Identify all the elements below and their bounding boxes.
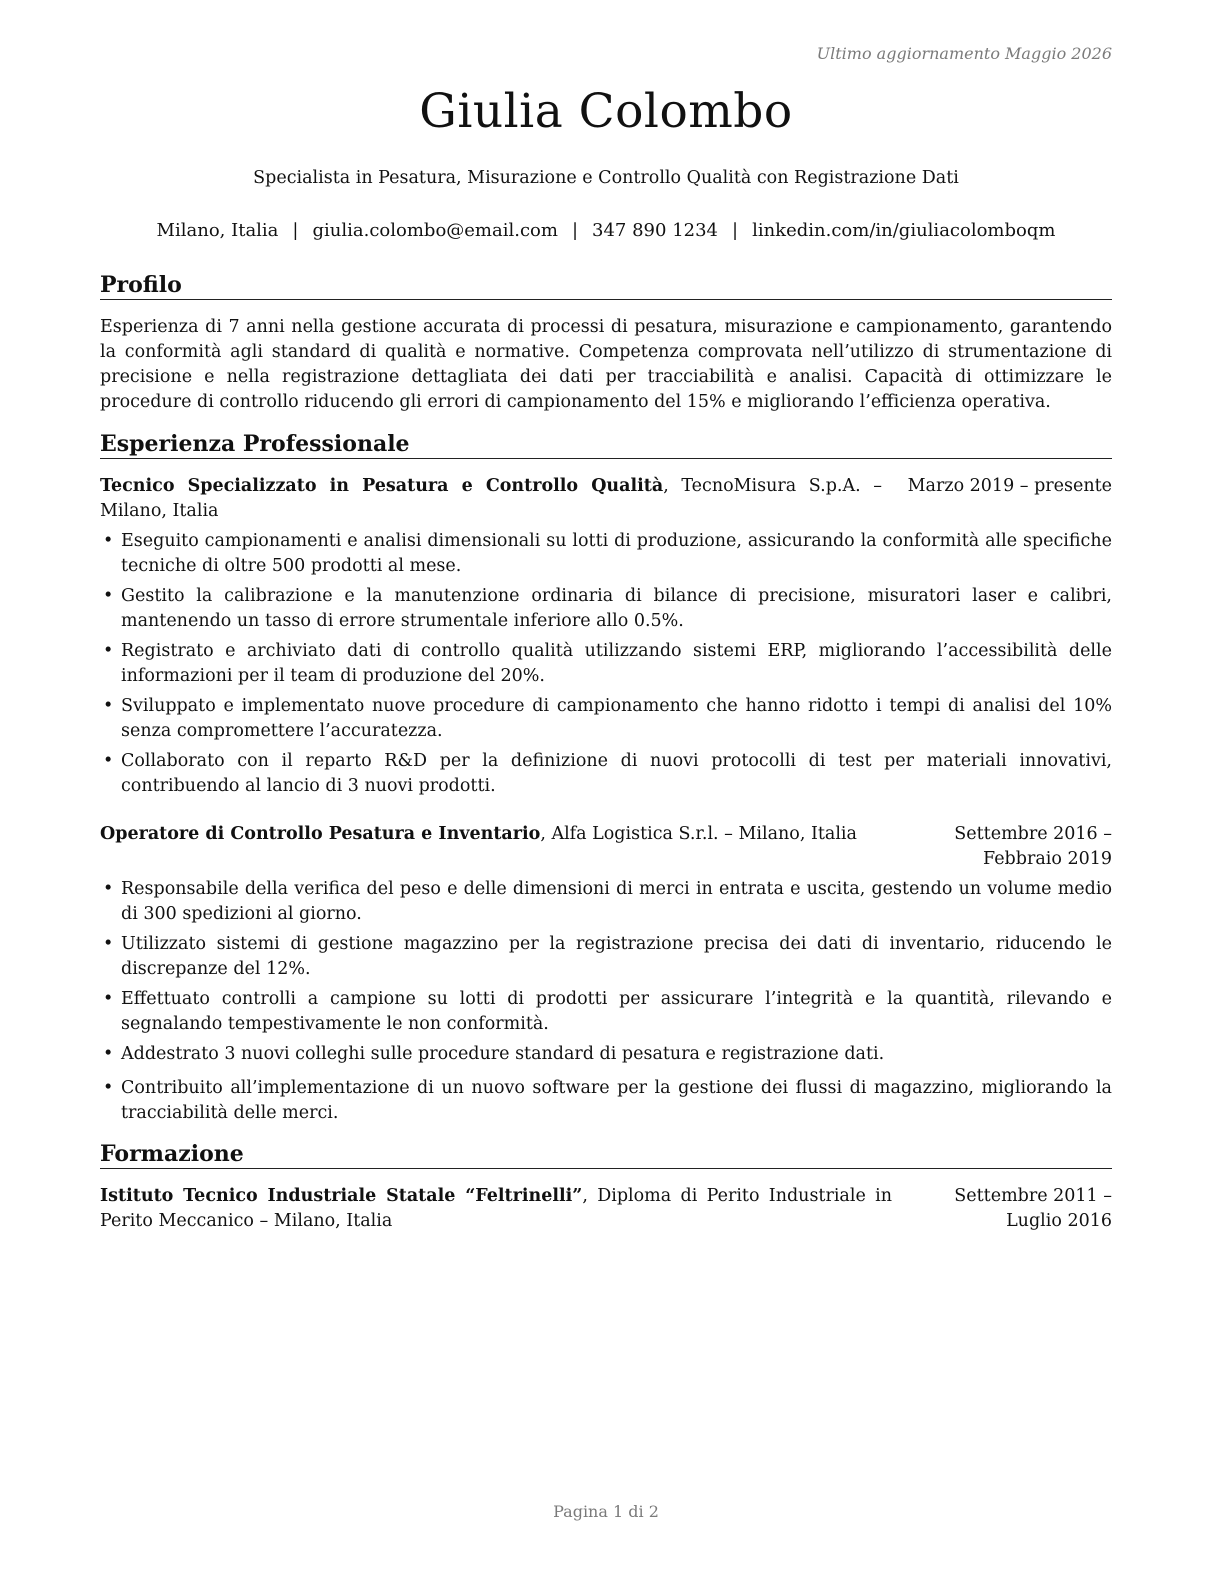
- section-title-profile: Profilo: [100, 272, 1112, 300]
- job-role-company: [100, 474, 882, 524]
- contact-email[interactable]: giulia.colombo@email.com: [312, 220, 558, 241]
- bullet-text: Gestito la calibrazione e la manutenzione ordinaria di bilance di precisione, misuratori laser e calibri, mantenendo un tasso di errore strumentale inferiore allo 0.5%.: [121, 586, 1112, 631]
- bullet-text: Utilizzato sistemi di gestione magazzino per la registrazione precisa dei dati di inventario, riducendo le discrepanze del 12%.: [121, 934, 1112, 979]
- bullet-text: Sviluppato e implementato nuove procedure di campionamento che hanno ridotto i tempi di analisi del 10% senza compromettere l’accuratezza.: [121, 696, 1112, 741]
- bullet-text: Addestrato 3 nuovi colleghi sulle procedure standard di pesatura e registrazione dati.: [121, 1044, 885, 1064]
- bullet-text: Responsabile della verifica del peso e delle dimensioni di merci in entrata e uscita, gestendo un volume medio di 300 spedizioni al giorno.: [121, 879, 1112, 924]
- list-item: [100, 877, 1112, 927]
- list-item: [100, 1042, 1112, 1067]
- contact-phone[interactable]: 347 890 1234: [592, 220, 718, 241]
- page-number: Pagina 1 di 2: [553, 1502, 659, 1521]
- contact-separator: |: [292, 220, 299, 241]
- list-item: [100, 694, 1112, 744]
- list-item: [100, 639, 1112, 689]
- list-item: [100, 584, 1112, 634]
- job-header: [100, 822, 1112, 869]
- job-header: [100, 474, 1112, 524]
- job-dates: Marzo 2019 – presente: [907, 476, 1112, 496]
- bullet-icon: •: [103, 934, 114, 954]
- list-item: [100, 932, 1112, 982]
- job-role-company: [100, 822, 860, 847]
- bullet-text: Registrato e archiviato dati di controllo qualità utilizzando sistemi ERP, migliorando l’accessibilità delle informazioni per il team di produzione del 20%.: [121, 641, 1112, 686]
- bullet-text: Contribuito all’implementazione di un nuovo software per la gestione dei flussi di magazzino, migliorando la tracciabilità delle merci.: [121, 1078, 1112, 1123]
- job-company: , Alfa Logistica S.r.l. – Milano, Italia: [540, 824, 857, 844]
- job-role: Operatore di Controllo Pesatura e Inventario: [100, 824, 541, 844]
- education-school-degree: [100, 1184, 892, 1234]
- education-dates: Settembre 2011 – Luglio 2016: [954, 1186, 1112, 1231]
- bullet-icon: •: [103, 641, 114, 661]
- candidate-name: Giulia Colombo: [419, 84, 793, 139]
- resume-page: [100, 0, 1112, 1584]
- section-title-experience: Esperienza Professionale: [100, 431, 1112, 459]
- contact-location: Milano, Italia: [156, 220, 279, 241]
- job-bullets: [100, 529, 1112, 804]
- list-item: [100, 749, 1112, 799]
- bullet-icon: •: [103, 1078, 114, 1098]
- bullet-text: Eseguito campionamenti e analisi dimensionali su lotti di produzione, assicurando la conformità alle specifiche tecniche di oltre 500 prodotti al mese.: [121, 531, 1112, 576]
- section-title-education: Formazione: [100, 1141, 1112, 1169]
- last-updated: Ultimo aggiornamento Maggio 2026: [816, 44, 1112, 63]
- contact-line: [100, 220, 1112, 241]
- contact-separator: |: [732, 220, 739, 241]
- job-dates: Settembre 2016 – Febbraio 2019: [954, 824, 1112, 869]
- contact-separator: |: [571, 220, 579, 241]
- candidate-headline: Specialista in Pesatura, Misurazione e Controllo Qualità con Registrazione Dati: [253, 168, 959, 188]
- bullet-text: Collaborato con il reparto R&D per la definizione di nuovi protocolli di test per materiali innovativi, contribuendo al lancio di 3 nuovi prodotti.: [121, 751, 1112, 796]
- list-item: [100, 987, 1112, 1037]
- job-company: , TecnoMisura S.p.A. – Milano, Italia: [100, 476, 882, 521]
- bullet-icon: •: [103, 696, 114, 716]
- bullet-icon: •: [103, 586, 114, 606]
- bullet-icon: •: [103, 879, 114, 899]
- education-degree: , Diploma di Perito Industriale in Perito Meccanico – Milano, Italia: [100, 1186, 892, 1231]
- education-school: Istituto Tecnico Industriale Statale “Feltrinelli”: [100, 1186, 583, 1206]
- list-item: [100, 529, 1112, 579]
- bullet-text: Effettuato controlli a campione su lotti di prodotti per assicurare l’integrità e la quantità, rilevando e segnalando tempestivamente le non conformità.: [121, 989, 1112, 1034]
- bullet-icon: •: [103, 531, 114, 551]
- job-role: Tecnico Specializzato in Pesatura e Controllo Qualità: [100, 476, 664, 496]
- bullet-icon: •: [103, 989, 114, 1009]
- profile-summary: Esperienza di 7 anni nella gestione accurata di processi di pesatura, misurazione e campionamento, garantendo la conformità agli standard di qualità e normative. Competenza comprovata nell’utilizzo di strumentazione di precisione e nella registrazione dettagliata dei dati per tracciabilità e analisi. Capacità di ottimizzare le procedure di controllo riducendo gli errori di campionamento del 15% e migliorando l’efficienza operativa.: [100, 317, 1112, 412]
- bullet-icon: •: [103, 751, 114, 771]
- list-item: [100, 1076, 1112, 1126]
- job-bullets: [100, 877, 1112, 1131]
- education-entry: [100, 1184, 1112, 1234]
- contact-linkedin[interactable]: linkedin.com/in/giuliacolomboqm: [752, 220, 1056, 241]
- bullet-icon: •: [103, 1044, 114, 1064]
